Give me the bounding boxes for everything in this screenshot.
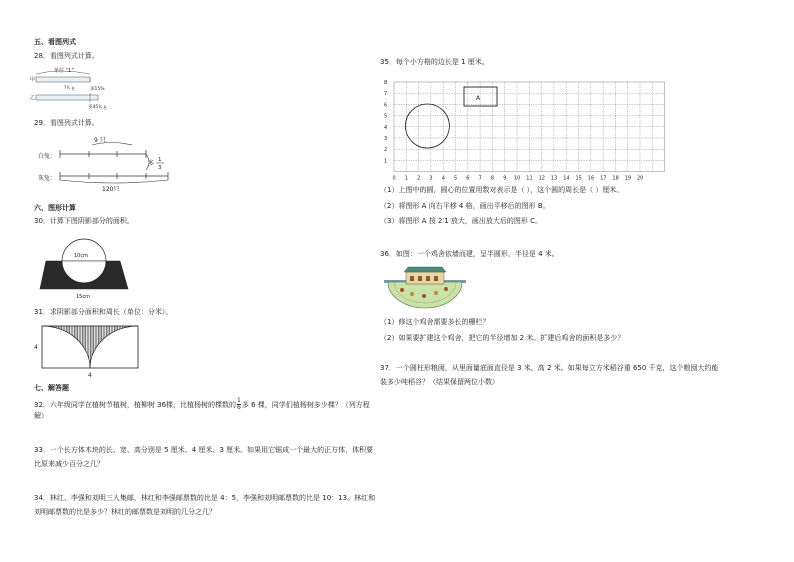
q28-x-label: ?ｋｇ [64, 86, 76, 91]
q31-bottom-label: 4 [88, 372, 92, 379]
q31-side-label: 4 [34, 344, 38, 351]
question-34-line1: 34．林红、李强和刘明三人集邮，林红和李强邮票数的比是 4：5，李强和刘明邮票数的比是 10：13。林红和 [34, 494, 376, 502]
grid-x-tick-label: 15 [575, 175, 582, 182]
section-7-heading: 七、解答题 [34, 384, 69, 392]
question-35-part3: （3）将图形 A 按 2∶1 放大，画出放大后的图形 C。 [380, 217, 542, 225]
grid-x-tick-label: 18 [612, 175, 619, 182]
q29-bar-diagram [34, 134, 174, 194]
q30-base-label: 15cm [76, 294, 90, 300]
question-32-line2: 解） [34, 412, 48, 420]
q29-frac-num: 1 [158, 157, 162, 163]
q30-shaded-figure [40, 228, 130, 300]
question-36-part2: （2）如果要扩建这个鸡舍，把它的半径增加 2 米。扩建后鸡舍的面积是多少？ [380, 334, 625, 342]
grid-x-tick-label: 11 [526, 175, 533, 182]
grid-y-tick-label: 8 [384, 80, 388, 86]
section-5-heading: 五、看图列式 [34, 38, 76, 46]
q29-frac-den: 3 [158, 165, 162, 171]
question-36: 36．如图：一个鸡舍依墙而建，呈半圆形，半径是 4 米。 [380, 250, 559, 258]
grid-y-tick-label: 6 [384, 102, 388, 109]
grid-x-tick-label: 5 [454, 175, 458, 182]
question-36-part1: （1）修这个鸡舍需要多长的栅栏？ [380, 318, 490, 326]
grid-y-tick-label: 1 [384, 158, 388, 165]
q29-row-b: 灰兔： [38, 175, 57, 182]
q28-bar-diagram [30, 62, 110, 110]
grid-y-tick-label: 5 [384, 113, 388, 120]
q28-pct-label: 多15% [90, 87, 105, 92]
question-35: 35．每个小方格的边长是 1 厘米。 [380, 58, 489, 66]
q29-total: 120只 [102, 186, 120, 193]
grid-y-tick-label: 3 [384, 136, 388, 142]
grid-x-tick-label: 0 [392, 175, 396, 182]
q29-top-label: 9 只 [94, 137, 106, 144]
question-35-part2: （2）将图形 A 向右平移 4 格，画出平移后的图形 B。 [380, 202, 550, 210]
q31-shaded-figure [34, 322, 144, 380]
grid-y-tick-label: 7 [384, 91, 388, 98]
q35-coordinate-grid [380, 74, 660, 182]
q28-kg-label: 多45ｋｇ [88, 105, 108, 110]
question-28: 28．看图列式计算。 [34, 52, 99, 60]
grid-x-tick-label: 4 [441, 175, 445, 182]
grid-x-tick-label: 17 [600, 175, 607, 182]
grid-x-tick-label: 19 [624, 175, 632, 182]
q35-circle [405, 104, 449, 148]
grid-x-tick-label: 14 [563, 175, 570, 182]
grid-x-tick-label: 8 [490, 175, 495, 182]
question-29: 29．看图列式计算。 [34, 119, 99, 127]
question-33-line2: 比原来减少百分之几？ [34, 460, 104, 468]
grid-x-tick-label: 12 [538, 175, 545, 182]
q29-more: 多 [148, 160, 155, 167]
q30-diameter-label: 10cm [74, 253, 88, 259]
grid-x-tick-label: 16 [587, 175, 595, 182]
question-37-line2: 装多少吨稻谷？（结果保留两位小数） [380, 378, 499, 386]
grid-x-tick-label: 13 [550, 175, 558, 182]
q28-unit-label: 单位 “1” [54, 68, 74, 74]
question-37-line1: 37．一个圆柱形粮囤，从里面量底面直径是 3 米，高 2 米。如果每立方米稻谷重 650 千克，这个粮囤大约能 [380, 364, 719, 372]
grid-x-tick-label: 10 [514, 175, 521, 182]
q28-row-b: 乙 [30, 95, 36, 101]
grid-x-tick-label: 6 [466, 175, 470, 182]
grid-x-tick-label: 2 [417, 175, 421, 182]
question-33-line1: 33．一个长方体木块的长、宽、高分别是 5 厘米、4 厘米、3 厘米。如果用它锯成一个最大的正方体，体积要 [34, 446, 374, 454]
question-34-line2: 刘明邮票数的比是多少？林红的邮票数是刘明的几分之几？ [34, 508, 216, 516]
grid-x-tick-label: 20 [637, 175, 644, 182]
grid-x-tick-label: 1 [404, 175, 408, 182]
q35-rectangle-a [464, 87, 497, 106]
q36-henhouse-illustration [384, 266, 466, 310]
grid-x-tick-label: 9 [503, 175, 507, 182]
section-6-heading: 六、图形计算 [34, 204, 76, 212]
grid-y-tick-label: 2 [384, 147, 388, 154]
q35-rect-label: A [476, 95, 481, 102]
grid-y-tick-label: 4 [384, 124, 388, 131]
question-31: 31．求阴影部分面积和周长（单位：分米）。 [34, 308, 173, 316]
q28-row-a: 甲 [30, 77, 36, 83]
grid-x-tick-label: 7 [478, 175, 482, 182]
q29-row-a: 白兔： [38, 153, 57, 160]
grid-x-tick-label: 3 [429, 175, 433, 182]
question-30: 30．计算下图阴影部分的面积。 [34, 217, 134, 225]
question-35-part1: （1）上图中的圆，圆心的位置用数对表示是（ ），这个圆的周长是（ ）厘米。 [380, 186, 624, 194]
question-32-line1: 32．六年级同学在植树节植树，植柳树 36棵，比植杨树的棵数的 $\frac{1}{6}$ 多 6 棵，同学们植杨树多少棵？（列方程 [34, 397, 370, 412]
